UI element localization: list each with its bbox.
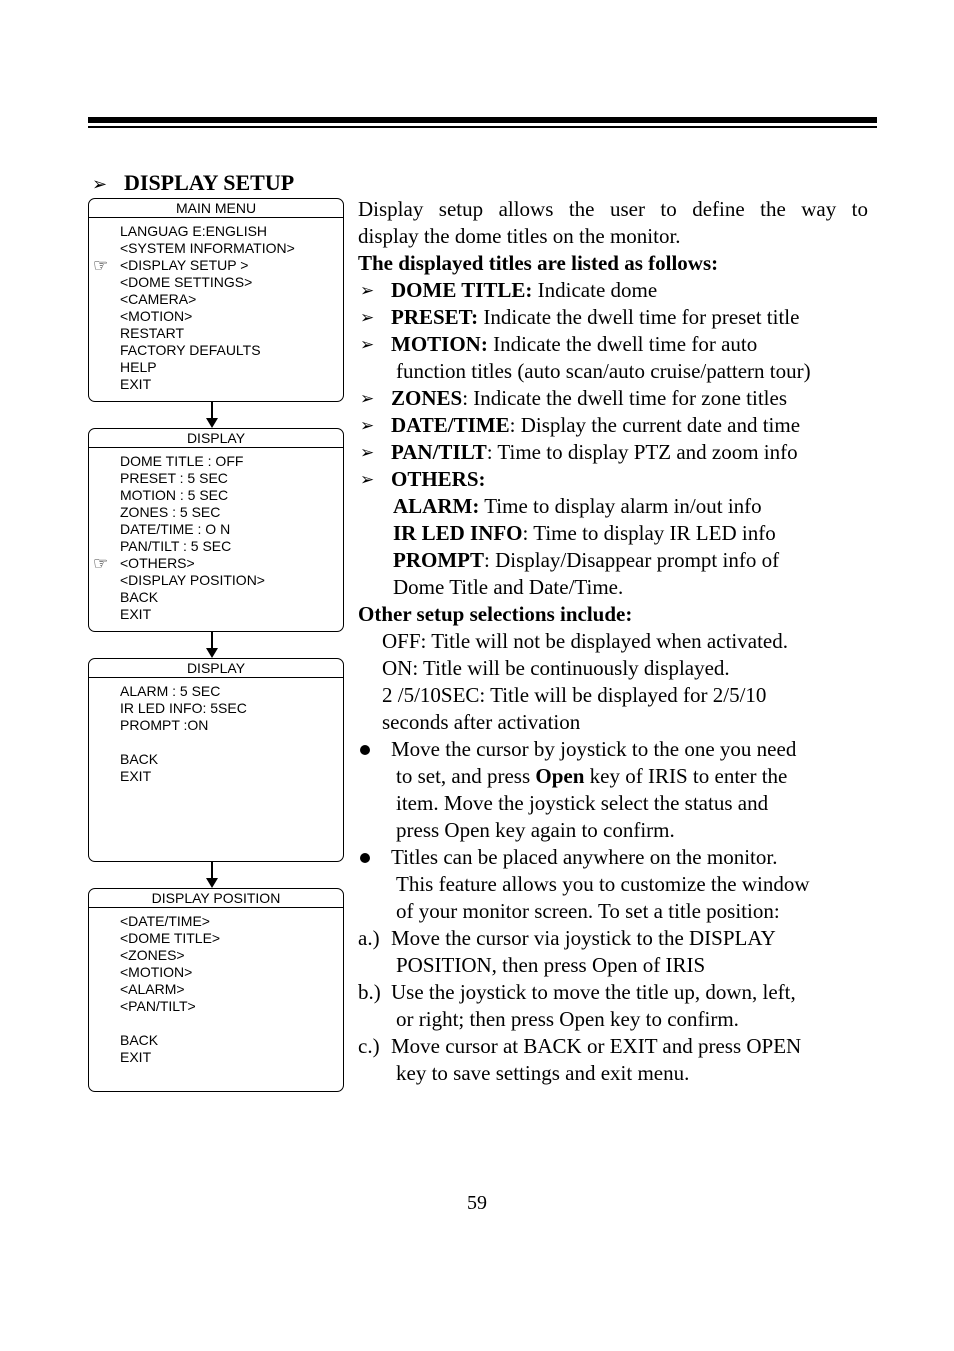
menu-item-camera: <CAMERA> [120,291,197,307]
description-text [358,196,868,1087]
bullet-move-cursor-line4: press Open key again to confirm. [396,818,675,842]
section-heading [92,170,294,196]
menu-item-ir-led-info: IR LED INFO: 5SEC [120,700,247,716]
display-position-menu-panel [88,888,344,1092]
title-desc: : Display the current date and time [509,413,801,437]
title-item-date-time [358,412,868,439]
menu-item-pan-tilt: PAN/TILT : 5 SEC [120,538,232,554]
title-name: PAN/TILT [391,440,487,464]
menu-item-restart: RESTART [120,325,185,341]
title-desc: : Indicate the dwell time for zone titles [462,386,788,410]
other-selections-heading: Other setup selections include: [358,602,633,626]
title-name: ZONES [391,386,463,410]
header-rule-thin [88,126,877,128]
title-item-others [358,466,868,493]
arrow-bullet-icon: ➢ [92,174,108,194]
arrow-bullet-icon: ➢ [360,389,375,408]
menu-item-back: BACK [120,751,159,767]
titles-heading: The displayed titles are listed as follows: [358,251,719,275]
others-name: ALARM: [393,494,480,518]
step-a [358,925,868,952]
title-desc: Indicate dome [532,278,658,302]
menu-item-help: HELP [120,359,157,375]
pointing-hand-icon: ☞ [93,554,109,573]
title-desc: Indicate the dwell time for preset title [478,305,800,329]
step-b-line2: or right; then press Open key to confirm. [396,1007,739,1031]
menu-item-motion: <MOTION> [120,308,193,324]
others-desc: : Time to display IR LED info [522,521,776,545]
menu-item-label: <OTHERS> [120,555,195,571]
menu-title: MAIN MENU [89,199,343,218]
title-item-pan-tilt [358,439,868,466]
menu-spacer [89,1015,343,1032]
title-item-dome-title [358,277,868,304]
down-arrow-icon [211,402,213,426]
step-text: Move cursor at BACK or EXIT and press OPEN [391,1034,802,1058]
title-item-zones [358,385,868,412]
menu-item-label: <DISPLAY SETUP > [120,257,249,273]
round-bullet-icon [360,853,370,863]
round-bullet-icon [360,745,370,755]
title-item-preset [358,304,868,331]
menu-item-others [89,555,343,572]
menu-item-pan-tilt: <PAN/TILT> [120,998,196,1014]
display-others-menu-panel [88,658,344,862]
option-seconds-continued: seconds after activation [382,710,581,734]
down-arrow-icon [211,862,213,886]
others-desc: Time to display alarm in/out info [479,494,762,518]
menu-item-prompt: PROMPT :ON [120,717,209,733]
step-text: Move the cursor via joystick to the DISPLAY [391,926,776,950]
title-item-motion-continued: function titles (auto scan/auto cruise/pattern tour) [396,359,811,383]
menu-item-exit: EXIT [120,376,152,392]
others-name: PROMPT [393,548,484,572]
menu-item-zones: <ZONES> [120,947,185,963]
display-menu-panel [88,428,344,632]
menu-item-dome-settings: <DOME SETTINGS> [120,274,253,290]
others-item-prompt-continued: Dome Title and Date/Time. [393,575,624,599]
title-name: MOTION: [391,332,488,356]
others-desc: : Display/Disappear prompt info of [483,548,780,572]
menu-item-display-position: <DISPLAY POSITION> [120,572,265,588]
menu-item-zones: ZONES : 5 SEC [120,504,221,520]
menu-item-dome-title: <DOME TITLE> [120,930,221,946]
arrow-bullet-icon: ➢ [360,443,375,462]
menu-item-factory-defaults: FACTORY DEFAULTS [120,342,261,358]
menu-item-preset: PRESET : 5 SEC [120,470,228,486]
title-item-motion [358,331,868,358]
title-name: DOME TITLE: [391,278,533,302]
bullet-titles-anywhere [358,844,868,871]
bullet-text: key of IRIS to enter the [584,764,788,788]
arrow-bullet-icon: ➢ [360,416,375,435]
step-b [358,979,868,1006]
bullet-text: Titles can be placed anywhere on the monitor. [391,845,778,869]
menu-item-date-time: <DATE/TIME> [120,913,210,929]
step-label: b.) [358,980,381,1004]
title-desc: Indicate the dwell time for auto [487,332,758,356]
page-number: 59 [467,1192,487,1214]
bullet-titles-anywhere-line3: of your monitor screen. To set a title position: [396,899,780,923]
menu-item-motion: MOTION : 5 SEC [120,487,229,503]
menu-item-back: BACK [120,589,159,605]
others-name: IR LED INFO [393,521,523,545]
others-item-alarm [358,493,868,520]
bullet-move-cursor [358,736,868,763]
menu-item-back: BACK [120,1032,159,1048]
step-label: c.) [358,1034,380,1058]
option-off: OFF: Title will not be displayed when activated. [382,629,788,653]
menu-item-dome-title: DOME TITLE : OFF [120,453,244,469]
title-name: DATE/TIME [391,413,510,437]
menu-item-alarm: ALARM : 5 SEC [120,683,221,699]
menu-item-language: LANGUAG E:ENGLISH [120,223,268,239]
menu-title: DISPLAY [89,659,343,678]
option-on: ON: Title will be continuously displayed. [382,656,730,680]
menu-title: DISPLAY POSITION [89,889,343,908]
step-label: a.) [358,926,380,950]
option-seconds: 2 /5/10SEC: Title will be displayed for 2/5/10 [382,683,767,707]
others-item-prompt [358,547,868,574]
menu-item-exit: EXIT [120,606,152,622]
bullet-bold-text: Open [535,764,585,788]
main-menu-panel [88,198,344,402]
menu-item-display-setup [89,257,343,274]
intro-line: display the dome titles on the monitor. [358,224,681,248]
menu-item-motion: <MOTION> [120,964,193,980]
arrow-bullet-icon: ➢ [360,335,375,354]
menu-item-date-time: DATE/TIME : O N [120,521,231,537]
title-name: PRESET: [391,305,479,329]
title-name: OTHERS: [391,467,486,491]
header-rule-thick [88,117,877,123]
bullet-text: to set, and press [396,764,536,788]
step-text: Use the joystick to move the title up, down, left, [391,980,796,1004]
step-c-line2: key to save settings and exit menu. [396,1061,690,1085]
down-arrow-icon [211,632,213,656]
arrow-bullet-icon: ➢ [360,281,375,300]
intro-line: Display setup allows the user to define the way to [358,197,868,221]
menu-item-exit: EXIT [120,768,152,784]
step-c [358,1033,868,1060]
bullet-text: Move the cursor by joystick to the one you need [391,737,797,761]
bullet-titles-anywhere-line2: This feature allows you to customize the window [396,872,810,896]
menu-title: DISPLAY [89,429,343,448]
step-a-line2: POSITION, then press Open of IRIS [396,953,706,977]
arrow-bullet-icon: ➢ [360,308,375,327]
title-desc: : Time to display PTZ and zoom info [486,440,798,464]
menu-item-alarm: <ALARM> [120,981,185,997]
pointing-hand-icon: ☞ [93,256,109,275]
arrow-bullet-icon: ➢ [360,470,375,489]
others-item-ir-led-info [358,520,868,547]
bullet-move-cursor-line3: item. Move the joystick select the status and [396,791,769,815]
bullet-move-cursor-line2 [358,763,868,790]
menu-spacer [89,734,343,751]
menu-item-system-information: <SYSTEM INFORMATION> [120,240,295,256]
section-title: DISPLAY SETUP [124,170,295,195]
menu-item-exit: EXIT [120,1049,152,1065]
